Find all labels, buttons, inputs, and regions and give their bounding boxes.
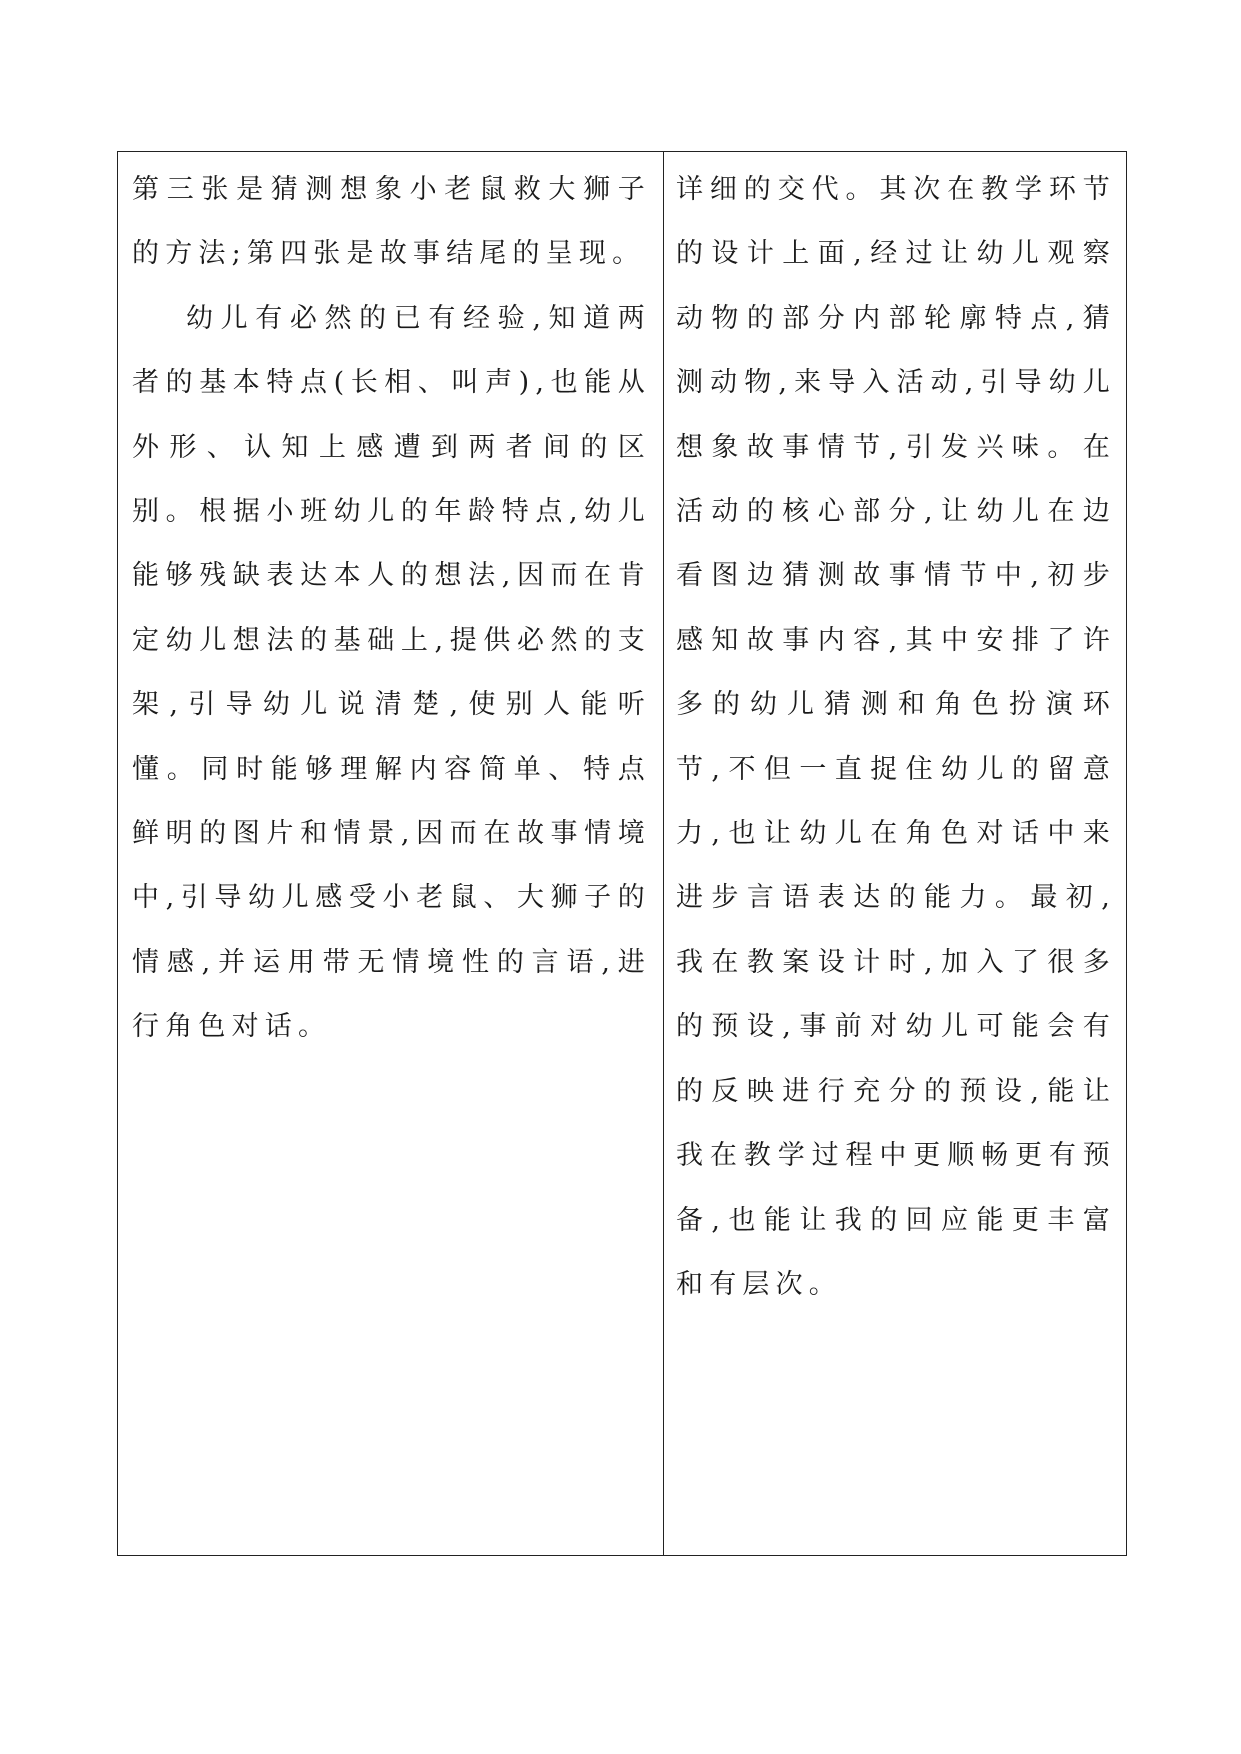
document-table	[117, 151, 1127, 1556]
paragraph: 幼儿有必然的已有经验,知道两者的基本特点(长相、叫声),也能从外形、认知上感遭到两者间的区别。根据小班幼儿的年龄特点,幼儿能够残缺表达本人的想法,因而在肯定幼儿想法的基础上,提供必然的支架,引导幼儿说清楚,使别人能听懂。同时能够理解内容简单、特点鲜明的图片和情景,因而在故事情境中,引导幼儿感受小老鼠、大狮子的情感,并运用带无情境性的言语,进行角色对话。	[132, 302, 651, 1043]
paragraph: 详细的交代。其次在教学环节的设计上面,经过让幼儿观察动物的部分内部轮廓特点,猜测动物,来导入活动,引导幼儿想象故事情节,引发兴味。在活动的核心部分,让幼儿在边看图边猜测故事情节中,初步感知故事内容,其中安排了许多的幼儿猜测和角色扮演环节,不但一直捉住幼儿的留意力,也让幼儿在角色对话中来进步言语表达的能力。最初,我在教案设计时,加入了很多的预设,事前对幼儿可能会有的反映进行充分的预设,能让我在教学过程中更顺畅更有预备,也能让我的回应能更丰富和有层次。	[676, 174, 1116, 1300]
table-cell-left	[118, 152, 664, 1555]
paragraph: 第三张是猜测想象小老鼠救大狮子的方法;第四张是故事结尾的呈现。	[132, 174, 651, 270]
table-cell-right	[664, 152, 1126, 1555]
